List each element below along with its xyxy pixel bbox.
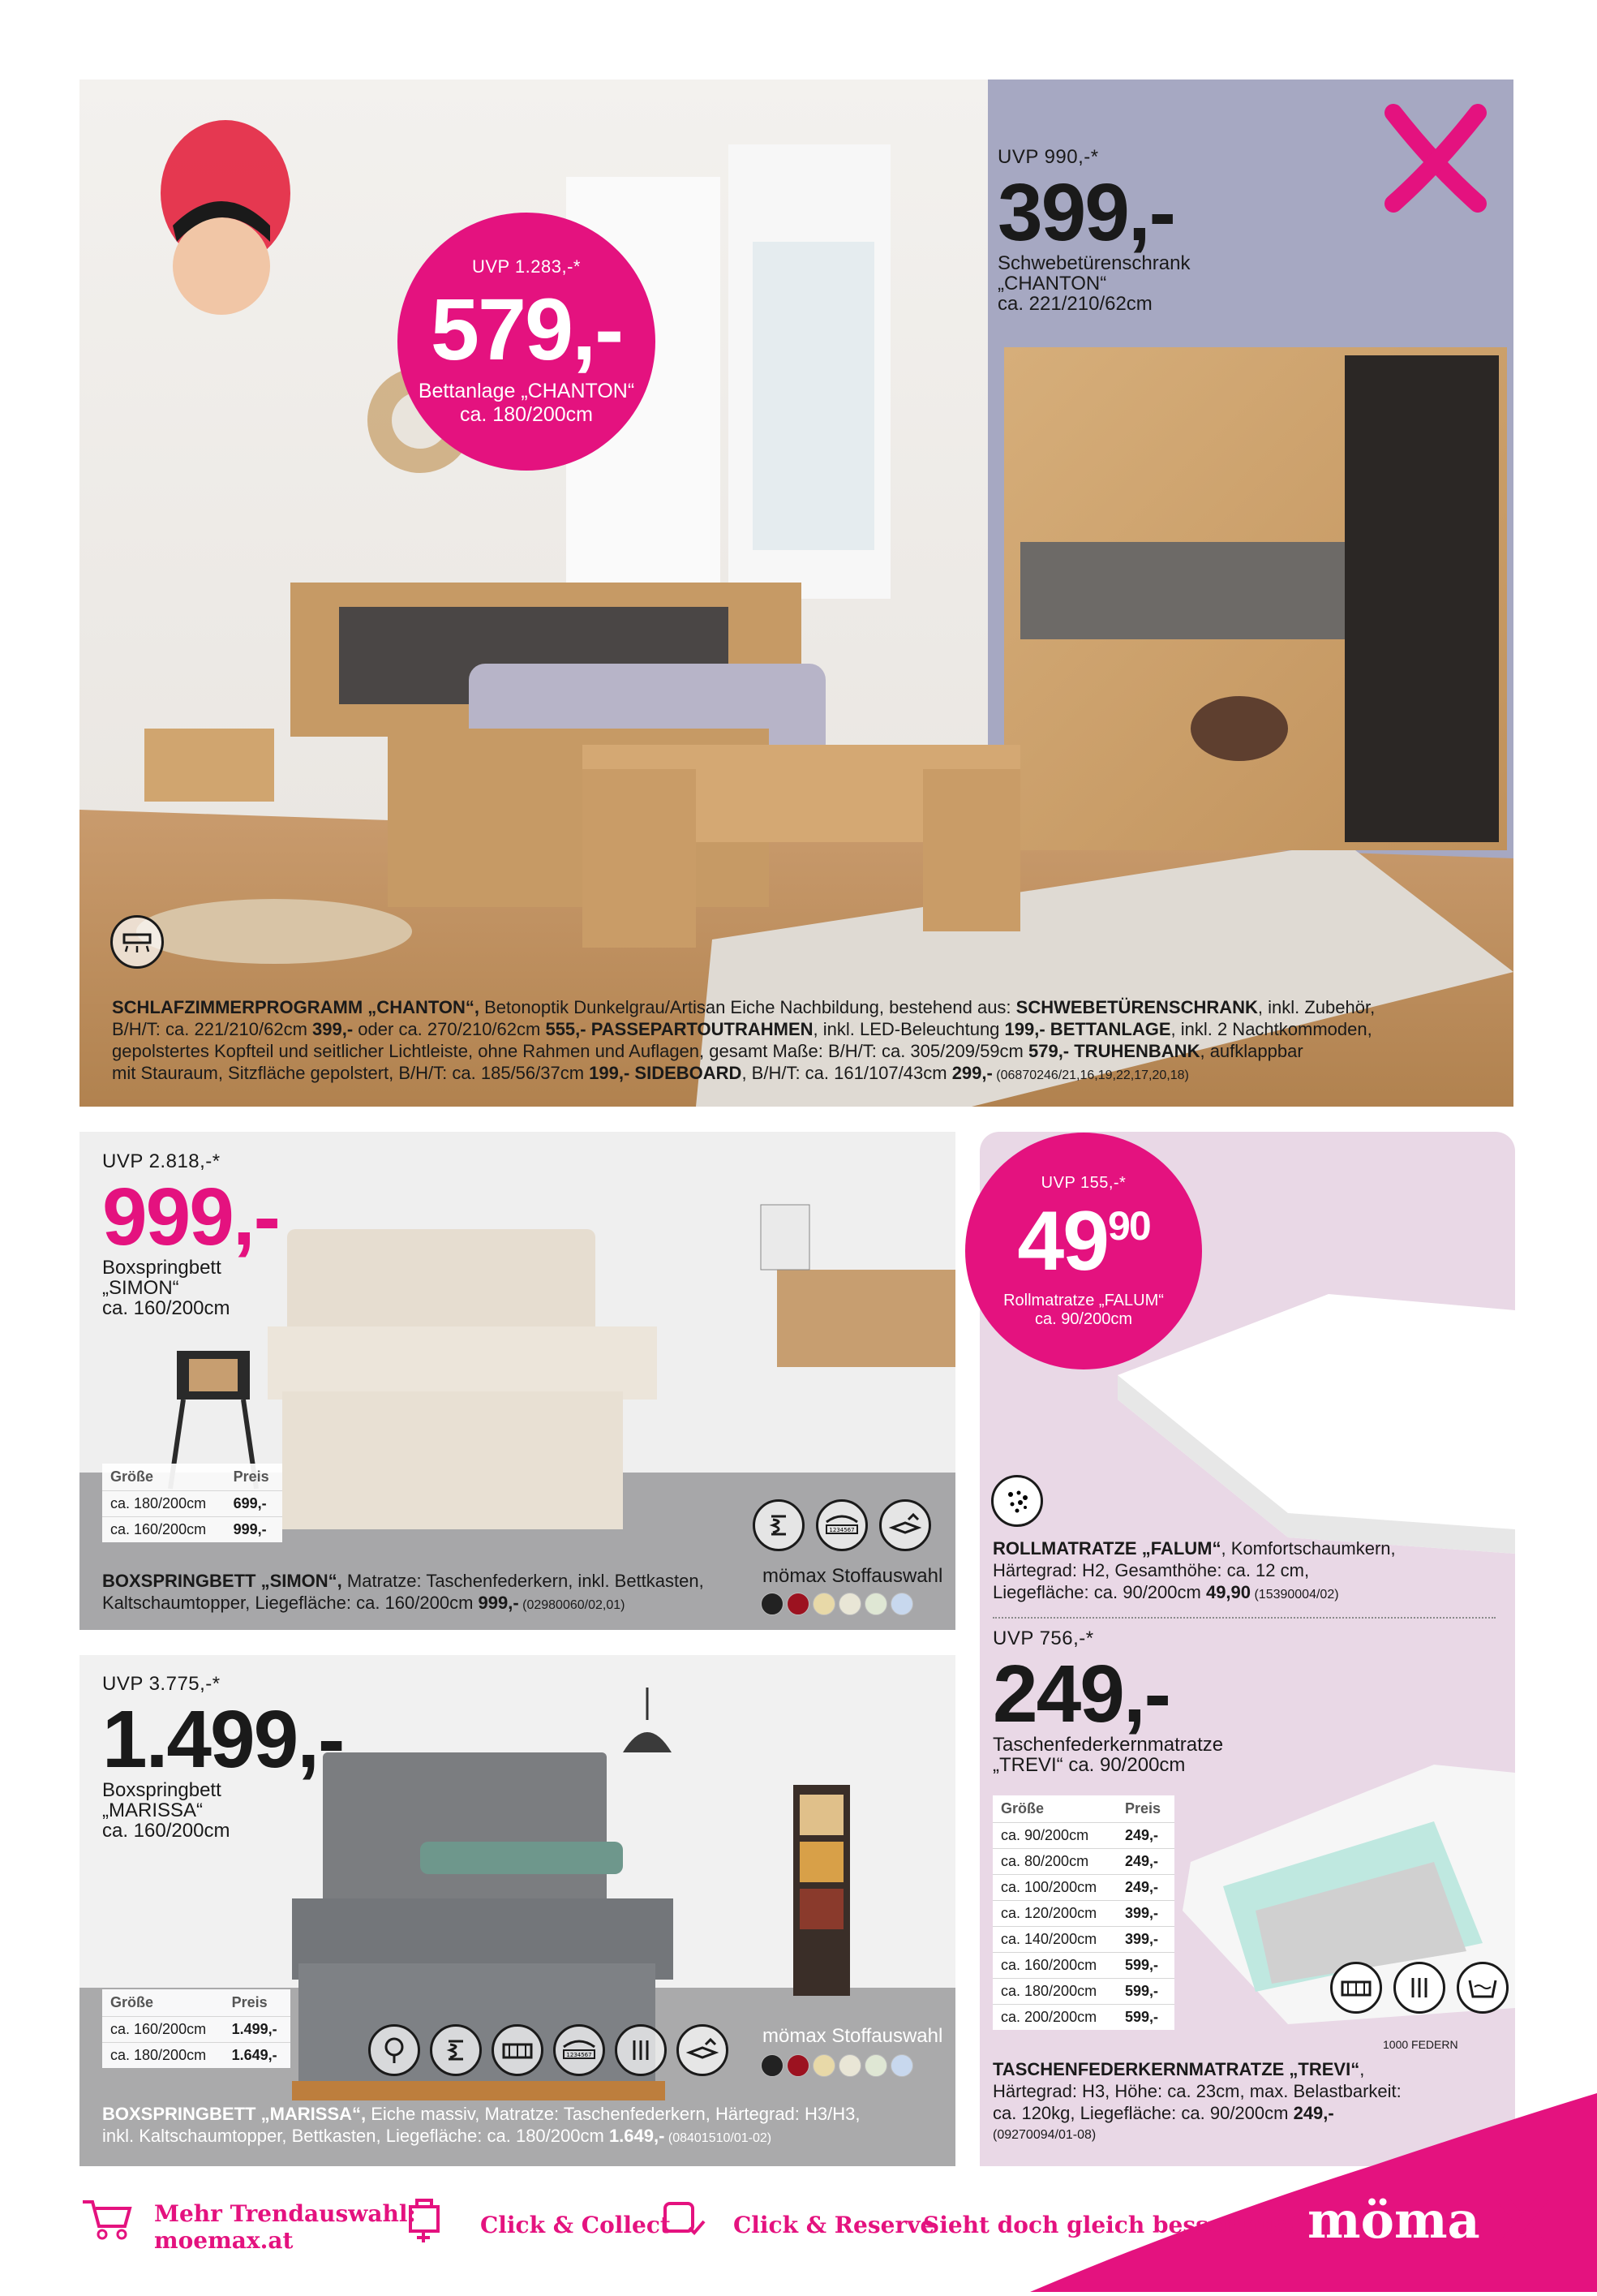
foam-core-icon — [991, 1475, 1043, 1527]
trevi-price: 249,- — [993, 1649, 1170, 1739]
fabric-swatch[interactable] — [891, 2054, 913, 2077]
simon-price-table — [102, 1464, 282, 1542]
bed-price-badge — [397, 213, 655, 471]
hero-desc-text-9: mit Stauraum, Sitzfläche gepolstert, B/H/T: ca. 185/56/37cm — [112, 1063, 590, 1083]
falum-uvp: UVP 155,-* — [1041, 1173, 1127, 1192]
brand-x-mark — [1379, 101, 1492, 215]
marissa-desc-title: BOXSPRINGBETT „MARISSA“, — [102, 2104, 367, 2124]
falum-size: ca. 90/200cm — [1034, 1309, 1133, 1328]
trevi-desc-price: 249,- — [1293, 2103, 1334, 2123]
hero-desc-text-10: , B/H/T: ca. 161/107/43cm — [741, 1063, 952, 1083]
bed-name: Bettanlage „CHANTON“ — [418, 380, 635, 402]
wardrobe-name: Schwebetürenschrank — [998, 252, 1191, 274]
simon-description — [102, 1570, 751, 1616]
simon-name-2: „SIMON“ — [102, 1277, 179, 1299]
hero-desc-price-4: 579,- TRUHENBANK — [1028, 1041, 1200, 1061]
spring-count-icon — [1330, 1962, 1382, 2014]
topper-icon — [676, 2024, 728, 2076]
marissa-name-2: „MARISSA“ — [102, 1799, 204, 1821]
simon-size: ca. 160/200cm — [102, 1297, 230, 1319]
simon-table-head-size: Größe — [110, 1468, 154, 1485]
bed-size: ca. 180/200cm — [460, 403, 593, 426]
trevi-row-price: 249,- — [1117, 1875, 1174, 1901]
hero-desc-text-3: B/H/T: ca. 221/210/62cm — [112, 1019, 313, 1039]
hero-desc-text-7: gepolstertes Kopfteil und seitlicher Lichtleiste, ohne Rahmen und Auflagen, gesamt Maße: B/H/T: ca. 305/209/59cm — [112, 1041, 1028, 1061]
hero-desc-text-4: oder ca. 270/210/62cm — [353, 1019, 546, 1039]
trevi-article-number: (09270094/01-08) — [993, 2128, 1097, 2142]
falum-price-main: 49 — [1017, 1193, 1109, 1288]
pocket-spring-icon — [430, 2024, 482, 2076]
marissa-description — [102, 2103, 946, 2149]
svg-text:1234567: 1234567 — [829, 1527, 855, 1533]
marissa-article-number: (08401510/01-02) — [664, 2131, 772, 2145]
fabric-swatch[interactable] — [787, 2054, 809, 2077]
trevi-row-size: ca. 100/200cm — [993, 1875, 1117, 1901]
spring-count-icon — [492, 2024, 543, 2076]
trevi-row-price: 249,- — [1117, 1849, 1174, 1875]
marissa-fabric-label: mömax Stoffauswahl — [762, 2025, 943, 2047]
simon-row-2-price: 999,- — [225, 1517, 282, 1543]
wardrobe-price: 399,- — [998, 167, 1174, 258]
table-row — [102, 1491, 282, 1517]
pocket-spring-icon — [753, 1499, 805, 1551]
table-row — [993, 2005, 1174, 2031]
fabric-swatch[interactable] — [839, 2054, 861, 2077]
hero-desc-price-2: 555,- PASSEPARTOUTRAHMEN — [545, 1019, 814, 1039]
simon-price: 999,- — [102, 1172, 279, 1262]
simon-article-number: (02980060/02,01) — [518, 1598, 625, 1612]
falum-desc-text-1: , Komfortschaumkern, — [1221, 1538, 1396, 1559]
table-row — [993, 1979, 1174, 2005]
footer-click-reserve-icon[interactable] — [654, 2191, 710, 2247]
falum-article-number: (15390004/02) — [1251, 1588, 1339, 1602]
trevi-row-price: 249,- — [1117, 1823, 1174, 1849]
hero-desc-price-5: 199,- SIDEBOARD — [589, 1063, 742, 1083]
wardrobe-name-2: „CHANTON“ — [998, 273, 1107, 295]
hero-desc-price-3: 199,- BETTANLAGE — [1004, 1019, 1171, 1039]
wardrobe-size: ca. 221/210/62cm — [998, 293, 1153, 315]
trevi-row-size: ca. 120/200cm — [993, 1901, 1117, 1927]
trevi-desc-text-1: , — [1359, 2059, 1365, 2079]
simon-row-1-price: 699,- — [225, 1491, 282, 1517]
marissa-table-head-price: Preis — [231, 1994, 268, 2010]
marissa-price-table — [102, 1989, 290, 2068]
hero-desc-text-5: , inkl. LED-Beleuchtung — [813, 1019, 1005, 1039]
bed-price: 579,- — [430, 280, 623, 378]
hero-article-number: (06870246/21,16,19,22,17,20,18) — [992, 1068, 1189, 1082]
trevi-table-head-price: Preis — [1125, 1800, 1161, 1817]
hero-desc-wardrobe: SCHWEBETÜRENSCHRANK — [1015, 997, 1258, 1017]
simon-price-block — [102, 1150, 394, 1318]
trevi-row-price: 399,- — [1117, 1927, 1174, 1953]
marissa-row-2-price: 1.649,- — [224, 2043, 290, 2069]
svg-text:1234567: 1234567 — [566, 2052, 592, 2058]
hero-desc-text-6: , inkl. 2 Nachtkommoden, — [1170, 1019, 1372, 1039]
table-row — [993, 1901, 1174, 1927]
bed-uvp: UVP 1.283,-* — [471, 256, 581, 277]
footer-website: moemax.at — [154, 2227, 294, 2254]
marissa-name: Boxspringbett — [102, 1779, 221, 1801]
trevi-row-size: ca. 90/200cm — [993, 1823, 1117, 1849]
falum-desc-text-3: Liegefläche: ca. 90/200cm — [993, 1582, 1206, 1602]
trevi-table-head-size: Größe — [1001, 1800, 1045, 1817]
falum-price — [1017, 1193, 1150, 1288]
trevi-row-size: ca. 180/200cm — [993, 1979, 1117, 2005]
fabric-swatch[interactable] — [865, 2054, 887, 2077]
hero-desc-price-1: 399,- — [312, 1019, 354, 1039]
trevi-row-size: ca. 80/200cm — [993, 1849, 1117, 1875]
trevi-desc-text-2: Härtegrad: H3, Höhe: ca. 23cm, max. Belastbarkeit: — [993, 2081, 1402, 2101]
marissa-price-block — [102, 1673, 443, 1841]
marissa-table-head-size: Größe — [110, 1994, 154, 2010]
trevi-row-price: 599,- — [1117, 1979, 1174, 2005]
hero-desc-text-1: Betonoptik Dunkelgrau/Artisan Eiche Nachbildung, bestehend aus: — [479, 997, 1016, 1017]
simon-table-head-price: Preis — [233, 1468, 269, 1485]
simon-name: Boxspringbett — [102, 1257, 221, 1279]
fabric-swatch[interactable] — [813, 1593, 835, 1615]
wardrobe-price-block — [998, 146, 1338, 314]
marissa-swatches — [761, 2054, 917, 2081]
fabric-swatch[interactable] — [761, 1593, 783, 1615]
fabric-swatch[interactable] — [813, 2054, 835, 2077]
simon-row-1-size: ca. 180/200cm — [102, 1491, 225, 1517]
fabric-swatch[interactable] — [839, 1593, 861, 1615]
trevi-row-size: ca. 140/200cm — [993, 1927, 1117, 1953]
falum-desc-text-2: Härtegrad: H2, Gesamthöhe: ca. 12 cm, — [993, 1560, 1310, 1580]
fabric-swatch[interactable] — [865, 1593, 887, 1615]
table-row — [102, 1517, 282, 1543]
hero-desc-text-2: , inkl. Zubehör, — [1257, 997, 1376, 1017]
topper-icon — [879, 1499, 931, 1551]
footer-cart-icon[interactable] — [78, 2191, 136, 2249]
trevi-row-size: ca. 160/200cm — [993, 1953, 1117, 1979]
fabric-swatch[interactable] — [761, 2054, 783, 2077]
footer-trend-link[interactable] — [154, 2200, 416, 2254]
mattress-layers-icon — [615, 2024, 667, 2076]
washable-cover-icon — [1457, 1962, 1509, 2014]
footer-slogan: Sieht doch gleich besser aus! — [923, 2212, 1297, 2238]
trevi-name-2: „TREVI“ ca. 90/200cm — [993, 1754, 1186, 1776]
hero-description — [112, 996, 1507, 1086]
trevi-name: Taschenfederkernmatratze — [993, 1734, 1224, 1756]
simon-desc-text-1: Matratze: Taschenfederkern, inkl. Bettkasten, — [341, 1571, 704, 1591]
footer-click-reserve[interactable]: Click & Reserve — [733, 2212, 935, 2238]
brand-logo-x-icon — [1494, 2191, 1551, 2255]
simon-uvp: UVP 2.818,-* — [102, 1150, 221, 1172]
springs-count-label: 1000 FEDERN — [1383, 2038, 1458, 2051]
led-lighting-icon — [110, 915, 164, 969]
marissa-size: ca. 160/200cm — [102, 1820, 230, 1842]
trevi-desc-title: TASCHENFEDERKERNMATRATZE „TREVI“ — [993, 2059, 1360, 2079]
table-row — [993, 1823, 1174, 1849]
section-divider — [993, 1617, 1496, 1619]
simon-fabric-label: mömax Stoffauswahl — [762, 1565, 943, 1587]
hero-desc-price-6: 299,- — [951, 1063, 993, 1083]
fabric-swatch[interactable] — [891, 1593, 913, 1615]
trevi-desc-text-3: ca. 120kg, Liegefläche: ca. 90/200cm — [993, 2103, 1294, 2123]
marissa-row-1-price: 1.499,- — [224, 2017, 290, 2043]
simon-desc-price: 999,- — [478, 1593, 519, 1613]
fabric-swatch[interactable] — [787, 1593, 809, 1615]
table-row — [102, 2043, 290, 2069]
table-row — [993, 1849, 1174, 1875]
trevi-row-price: 399,- — [1117, 1901, 1174, 1927]
table-row — [993, 1927, 1174, 1953]
simon-desc-title: BOXSPRINGBETT „SIMON“, — [102, 1571, 342, 1591]
table-row — [102, 2017, 290, 2043]
falum-desc-title: ROLLMATRATZE „FALUM“ — [993, 1538, 1221, 1559]
wardrobe-uvp: UVP 990,-* — [998, 146, 1099, 168]
falum-price-cents: 90 — [1108, 1202, 1150, 1249]
falum-desc-price: 49,90 — [1205, 1582, 1251, 1602]
mattress-layers-icon — [1393, 1962, 1445, 2014]
trevi-row-size: ca. 200/200cm — [993, 2005, 1117, 2031]
brand-logo-text: möma — [1307, 2191, 1480, 2250]
hero-desc-text-8: , aufklappbar — [1200, 1041, 1303, 1061]
trevi-price-block — [993, 1627, 1317, 1775]
marissa-row-1-size: ca. 160/200cm — [102, 2017, 224, 2043]
hardness-scale-icon — [553, 2024, 605, 2076]
marissa-price: 1.499,- — [102, 1694, 344, 1785]
table-row — [993, 1875, 1174, 1901]
trevi-price-table — [993, 1795, 1174, 2030]
falum-name: Rollmatratze „FALUM“ — [1003, 1291, 1164, 1309]
simon-row-2-size: ca. 160/200cm — [102, 1517, 225, 1543]
marissa-desc-text-2: inkl. Kaltschaumtopper, Bettkasten, Liegefläche: ca. 180/200cm — [102, 2126, 609, 2146]
footer-trend-label: Mehr Trendauswahl: — [154, 2200, 416, 2227]
hardness-scale-icon — [816, 1499, 868, 1551]
hero-desc-title: SCHLAFZIMMERPROGRAMM „CHANTON“, — [112, 997, 480, 1017]
table-row — [993, 1953, 1174, 1979]
footer-click-collect[interactable]: Click & Collect — [480, 2212, 671, 2238]
trevi-row-price: 599,- — [1117, 1953, 1174, 1979]
brand-logo[interactable] — [1307, 2191, 1575, 2255]
solid-oak-icon — [368, 2024, 420, 2076]
simon-desc-text-2: Kaltschaumtopper, Liegefläche: ca. 160/200cm — [102, 1593, 479, 1613]
marissa-row-2-size: ca. 180/200cm — [102, 2043, 224, 2069]
marissa-desc-price: 1.649,- — [608, 2126, 665, 2146]
simon-swatches — [761, 1593, 917, 1619]
marissa-desc-text-1: Eiche massiv, Matratze: Taschenfederkern, Härtegrad: H3/H3, — [366, 2104, 861, 2124]
falum-description — [993, 1537, 1512, 1606]
footer-click-collect-icon[interactable] — [399, 2191, 456, 2247]
falum-price-badge — [965, 1133, 1202, 1369]
marissa-uvp: UVP 3.775,-* — [102, 1673, 221, 1695]
trevi-row-price: 599,- — [1117, 2005, 1174, 2031]
trevi-uvp: UVP 756,-* — [993, 1627, 1094, 1649]
